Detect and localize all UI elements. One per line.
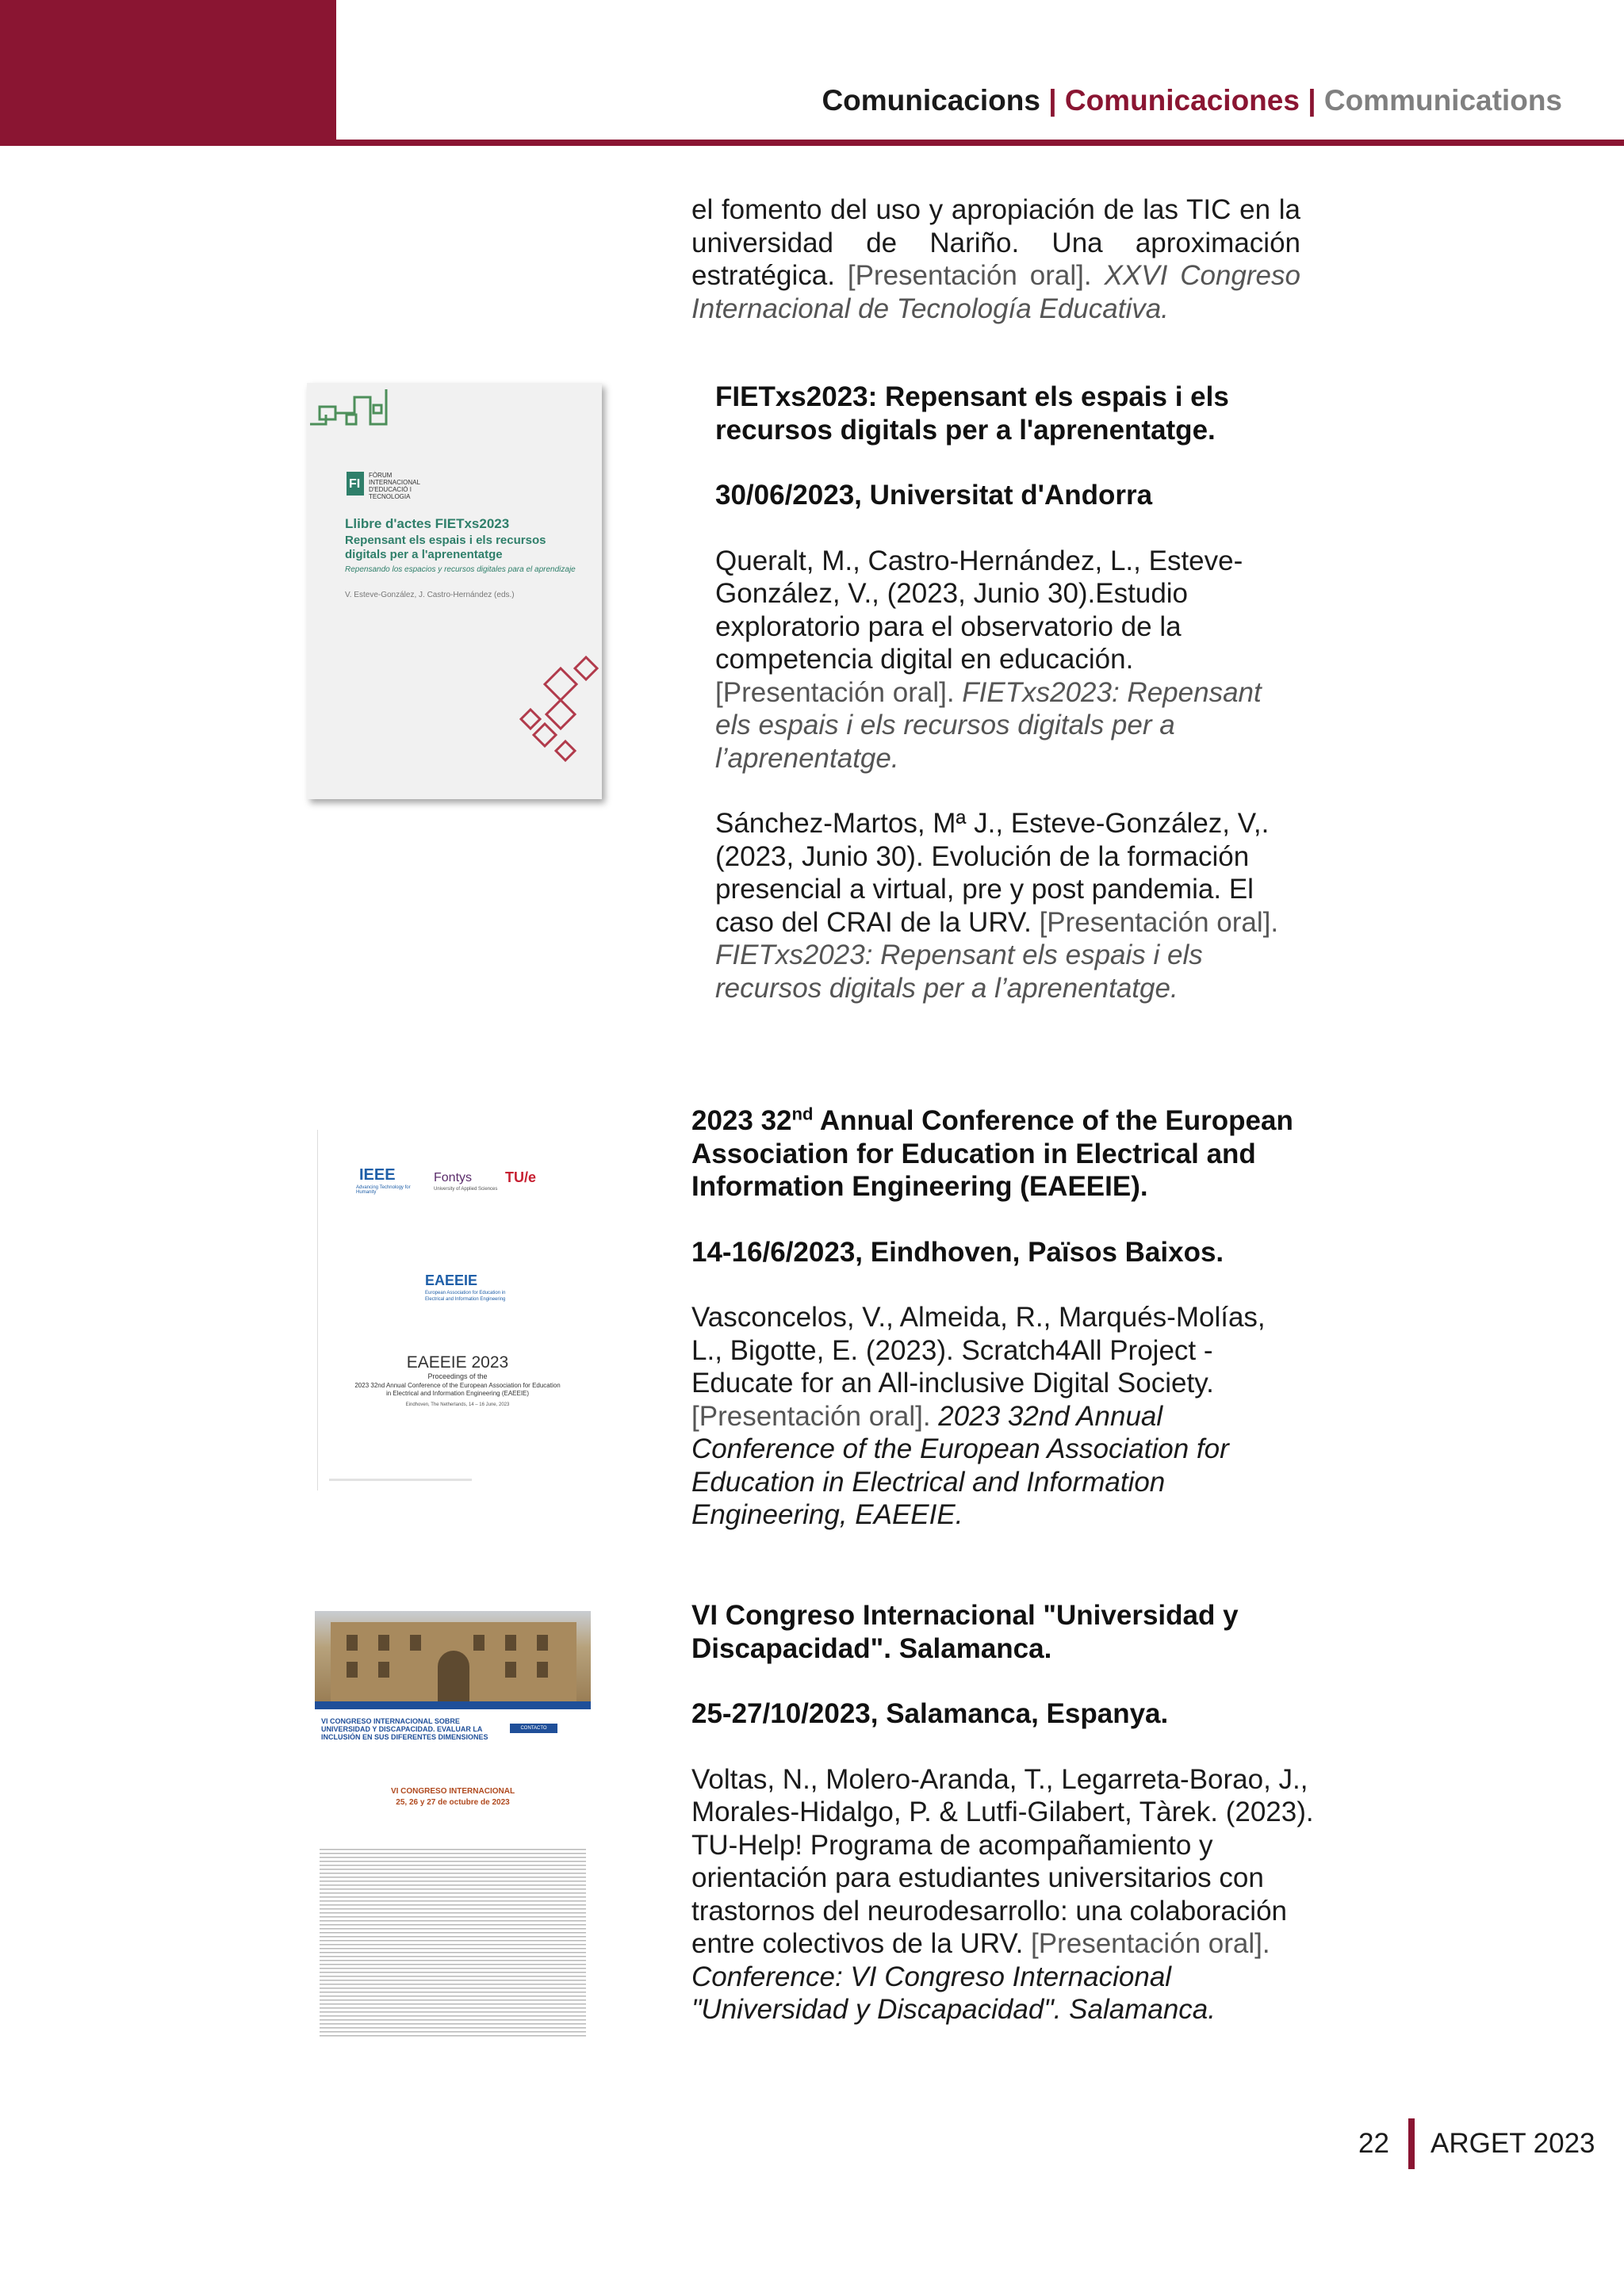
header-rule (336, 140, 1624, 146)
reference-venue: Conference: VI Congreso Internacional "Universidad y Discapacidad". Salamanca. (691, 1961, 1216, 2025)
header-color-block (0, 0, 336, 146)
fietxs-cover-logo-text: FÒRUM INTERNACIONAL D'EDUCACIÓ I TECNOLOGIA (369, 472, 420, 500)
header-title (822, 84, 1562, 117)
reference-entry (715, 807, 1302, 1004)
congreso-title: VI CONGRESO INTERNACIONAL SOBRE UNIVERSIDAD Y DISCAPACIDAD. EVALUAR LA INCLUSIÓN EN SUS DIFERENTES DIMENSIONES (321, 1717, 488, 1741)
congreso-body-text (320, 1849, 586, 2039)
continuation-venue: XXVI Congreso Internacional de Tecnología Educativa. (691, 260, 1300, 324)
header-title-en: Communications (1323, 84, 1562, 117)
fietxs-cover-subtitle-es: Repensando los espacios y recursos digitales para el aprendizaje (345, 565, 576, 574)
fietxs-cover-book-title: Llibre d'actes FIETxs2023 (345, 516, 510, 531)
section-date-place: 14-16/6/2023, Eindhoven, Països Baixos. (691, 1236, 1224, 1268)
eaeeie-org-sub: European Association for Education in Electrical and Information Engineering (425, 1291, 506, 1302)
section-date-place: 25-27/10/2023, Salamanca, Espanya. (691, 1698, 1169, 1729)
section-fietxs (715, 381, 1302, 1004)
eaeeie-proceedings-cover (317, 1130, 597, 1490)
eaeeie-book-title: EAEEIE 2023 (406, 1353, 509, 1372)
continuation-paragraph (691, 193, 1300, 325)
eaeeie-proceedings-line3: in Electrical and Information Engineering (EAEEIE) (385, 1390, 530, 1397)
reference-authors-title: Sánchez-Martos, Mª J., Esteve-González, V,. (2023, Junio 30). Evolución de la formación presencial a virtual, pre y post pandemia. El caso del CRAI de la URV. (715, 808, 1270, 938)
section-universidad-discapacidad (691, 1599, 1342, 2026)
eaeeie-footer-line (329, 1479, 472, 1481)
ieee-logo-sub: Advancing Technology for Humanity (356, 1185, 411, 1195)
eaeeie-org-name: EAEEIE (425, 1272, 478, 1288)
svg-text:FI: FI (349, 477, 361, 491)
page-number: 22 (1358, 2128, 1389, 2159)
fontys-logo: Fontys (434, 1171, 473, 1184)
congreso-dates: 25, 26 y 27 de octubre de 2023 (396, 1798, 510, 1807)
continuation-type: [Presentación oral]. (847, 260, 1092, 291)
congreso-banner: VI CONGRESO INTERNACIONAL (390, 1787, 515, 1796)
section-title: FIETxs2023: Repensant els espais i els recursos digitals per a l'aprenentatge. (715, 381, 1229, 446)
header-separator: | (1308, 84, 1316, 117)
continuation-text: el fomento del uso y apropiación de las TIC en la universidad de Nariño. Una aproximación estratégica. (691, 194, 1300, 291)
section-eaeeie (691, 1104, 1302, 1532)
reference-venue: FIETxs2023: Repensant els espais i els recursos digitals per a l’aprenentatge. (715, 676, 1262, 774)
reference-venue: FIETxs2023: Repensant els espais i els recursos digitals per a l’aprenentatge. (715, 939, 1203, 1004)
congreso-nav-bar (315, 1701, 591, 1709)
reference-type: [Presentación oral]. (1039, 906, 1279, 938)
ieee-logo: IEEE (359, 1166, 396, 1184)
reference-type: [Presentación oral]. (715, 676, 955, 708)
building-facade-graphic (315, 1611, 591, 1701)
header-title-es: Comunicaciones (1064, 84, 1300, 117)
section-date-place: 30/06/2023, Universitat d'Andorra (715, 480, 1153, 511)
building-photo (315, 1611, 591, 1701)
section-title: VI Congreso Internacional "Universidad y Discapacidad". Salamanca. (691, 1600, 1239, 1664)
fontys-logo-sub: University of Applied Sciences (434, 1187, 498, 1192)
reference-authors-title: Queralt, M., Castro-Hernández, L., Esteve-González, V., (2023, Junio 30).Estudio exploratorio para el observatorio de la competencia digital en educación. (715, 545, 1243, 675)
header-title-ca: Comunicacions (822, 84, 1040, 117)
tue-logo: TU/e (505, 1169, 537, 1185)
fietxs-cover-editors: V. Esteve-González, J. Castro-Hernández (eds.) (345, 591, 515, 599)
eaeeie-place: Eindhoven, The Netherlands, 14 – 16 June, 2023 (405, 1402, 510, 1407)
reference-type: [Presentación oral]. (1031, 1928, 1270, 1959)
reference-entry (691, 1763, 1334, 2026)
reference-type: [Presentación oral]. (691, 1400, 931, 1432)
eaeeie-proceedings-label: Proceedings of the (427, 1372, 488, 1380)
reference-authors-title: Vasconcelos, V., Almeida, R., Marqués-Molías, L., Bigotte, E. (2023). Scratch4All Project - Educate for an All-inclusive Digital Society. (691, 1302, 1266, 1399)
congreso-webpage-thumbnail (315, 1611, 591, 2045)
reference-entry (691, 1301, 1302, 1532)
header-separator: | (1048, 84, 1057, 117)
fietxs-book-cover (307, 383, 602, 799)
fietxs-cover-subtitle: Repensant els espais i els recursos digitals per a l'aprenentatge (345, 534, 546, 561)
reference-entry (715, 545, 1302, 775)
footer-divider (1408, 2118, 1415, 2169)
contact-button: CONTACTO (510, 1724, 557, 1733)
reference-venue: 2023 32nd Annual Conference of the European Association for Education in Electrical and Information Engineering, EAEEIE. (691, 1400, 1229, 1530)
reference-authors-title: Voltas, N., Molero-Aranda, T., Legarreta-Borao, J., Morales-Hidalgo, P. & Lutfi-Gilabert, Tàrek. (2023). TU-Help! Programa de acompañamiento y orientación para estudiantes universitarios con trastornos del neurodesarrollo: una colaboración entre colectivos de la URV. (691, 1763, 1314, 1959)
section-title: 2023 32nd Annual Conference of the European Association for Education in Electrical and Information Engineering (EAEEIE). (691, 1104, 1293, 1202)
eaeeie-proceedings-line2: 2023 32nd Annual Conference of the European Association for Education (354, 1382, 561, 1389)
footer-label: ARGET 2023 (1431, 2128, 1595, 2159)
